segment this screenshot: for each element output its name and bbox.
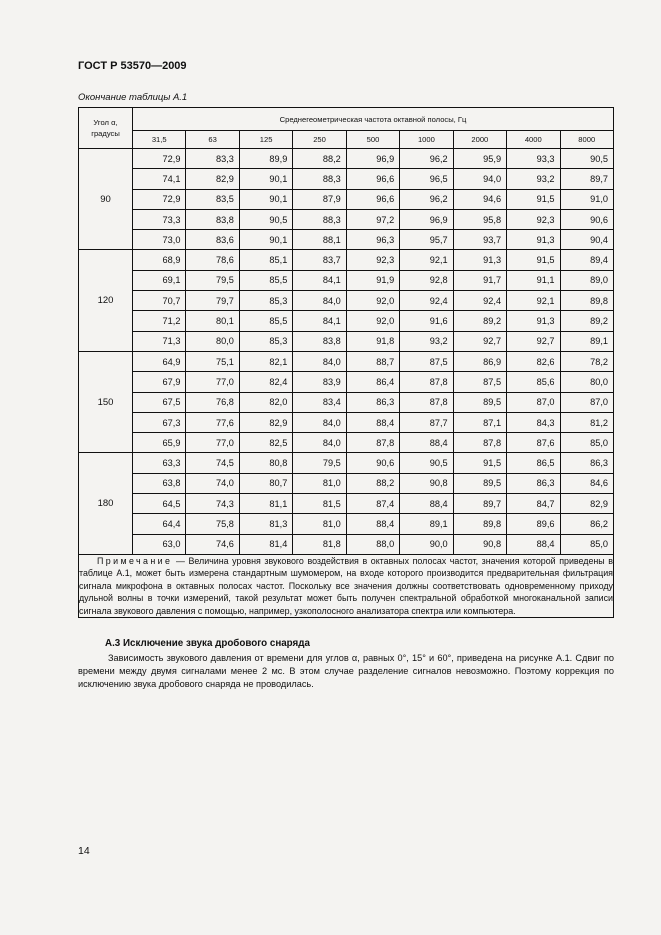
table-row xyxy=(79,169,614,189)
value-cell: 84,3 xyxy=(507,412,560,432)
value-cell: 90,8 xyxy=(400,473,453,493)
note-label: Примечание xyxy=(97,555,173,566)
value-cell: 84,6 xyxy=(560,473,614,493)
value-cell: 96,9 xyxy=(346,149,399,169)
table-row xyxy=(79,433,614,453)
frequency-column-header: 63 xyxy=(186,131,239,149)
value-cell: 87,6 xyxy=(507,433,560,453)
value-cell: 87,9 xyxy=(293,189,346,209)
value-cell: 93,3 xyxy=(507,149,560,169)
value-cell: 92,0 xyxy=(346,311,399,331)
value-cell: 93,2 xyxy=(400,331,453,351)
frequency-column-header: 8000 xyxy=(560,131,614,149)
value-cell: 71,3 xyxy=(133,331,186,351)
value-cell: 91,9 xyxy=(346,270,399,290)
angle-cell: 120 xyxy=(79,250,133,351)
value-cell: 85,5 xyxy=(239,270,292,290)
data-table xyxy=(78,107,614,618)
value-cell: 84,1 xyxy=(293,270,346,290)
value-cell: 90,4 xyxy=(560,230,614,250)
value-cell: 83,3 xyxy=(186,149,239,169)
value-cell: 85,5 xyxy=(239,311,292,331)
value-cell: 84,1 xyxy=(293,311,346,331)
angle-cell: 180 xyxy=(79,453,133,554)
value-cell: 92,3 xyxy=(346,250,399,270)
value-cell: 88,4 xyxy=(346,514,399,534)
value-cell: 91,7 xyxy=(453,270,506,290)
value-cell: 88,4 xyxy=(507,534,560,554)
table-row xyxy=(79,412,614,432)
value-cell: 96,3 xyxy=(346,230,399,250)
value-cell: 95,8 xyxy=(453,209,506,229)
value-cell: 87,5 xyxy=(453,372,506,392)
value-cell: 87,5 xyxy=(400,351,453,371)
value-cell: 96,2 xyxy=(400,189,453,209)
value-cell: 89,2 xyxy=(560,311,614,331)
frequency-row xyxy=(79,131,614,149)
table-row xyxy=(79,392,614,412)
value-cell: 91,5 xyxy=(507,189,560,209)
value-cell: 80,8 xyxy=(239,453,292,473)
value-cell: 77,0 xyxy=(186,372,239,392)
value-cell: 85,3 xyxy=(239,291,292,311)
value-cell: 87,0 xyxy=(507,392,560,412)
frequency-column-header: 2000 xyxy=(453,131,506,149)
value-cell: 83,4 xyxy=(293,392,346,412)
angle-cell: 150 xyxy=(79,351,133,452)
value-cell: 88,1 xyxy=(293,230,346,250)
frequency-column-header: 250 xyxy=(293,131,346,149)
value-cell: 88,2 xyxy=(346,473,399,493)
value-cell: 87,0 xyxy=(560,392,614,412)
value-cell: 96,9 xyxy=(400,209,453,229)
value-cell: 85,0 xyxy=(560,534,614,554)
value-cell: 79,5 xyxy=(186,270,239,290)
table-note xyxy=(79,554,614,617)
table-row xyxy=(79,250,614,270)
value-cell: 64,9 xyxy=(133,351,186,371)
value-cell: 92,1 xyxy=(507,291,560,311)
table-row xyxy=(79,351,614,371)
value-cell: 92,8 xyxy=(400,270,453,290)
table-row xyxy=(79,311,614,331)
value-cell: 87,7 xyxy=(400,412,453,432)
value-cell: 89,5 xyxy=(453,392,506,412)
value-cell: 86,3 xyxy=(346,392,399,412)
value-cell: 88,4 xyxy=(400,433,453,453)
value-cell: 72,9 xyxy=(133,149,186,169)
value-cell: 83,8 xyxy=(293,331,346,351)
table-row xyxy=(79,209,614,229)
frequency-column-header: 1000 xyxy=(400,131,453,149)
value-cell: 89,1 xyxy=(400,514,453,534)
value-cell: 81,8 xyxy=(293,534,346,554)
value-cell: 90,5 xyxy=(560,149,614,169)
value-cell: 93,2 xyxy=(507,169,560,189)
value-cell: 80,0 xyxy=(186,331,239,351)
value-cell: 96,6 xyxy=(346,189,399,209)
frequency-column-header: 31,5 xyxy=(133,131,186,149)
page-number: 14 xyxy=(78,845,90,857)
value-cell: 67,5 xyxy=(133,392,186,412)
value-cell: 82,0 xyxy=(239,392,292,412)
section-body: Зависимость звукового давления от времени для углов α, равных 0°, 15° и 60°, приведена на рисунке А.1. Сдвиг по времени между двумя сигналами менее 2 мс. В этом случае разделение сигналов невозможно. Поэтому коррекция по исключению звука дробового снаряда не проводилась. xyxy=(78,653,614,689)
value-cell: 70,7 xyxy=(133,291,186,311)
value-cell: 77,0 xyxy=(186,433,239,453)
value-cell: 89,2 xyxy=(453,311,506,331)
value-cell: 92,4 xyxy=(453,291,506,311)
value-cell: 82,6 xyxy=(507,351,560,371)
value-cell: 64,4 xyxy=(133,514,186,534)
value-cell: 63,3 xyxy=(133,453,186,473)
frequency-column-header: 500 xyxy=(346,131,399,149)
value-cell: 89,1 xyxy=(560,331,614,351)
value-cell: 85,0 xyxy=(560,433,614,453)
value-cell: 87,8 xyxy=(400,372,453,392)
table-row xyxy=(79,149,614,169)
value-cell: 74,5 xyxy=(186,453,239,473)
value-cell: 86,2 xyxy=(560,514,614,534)
value-cell: 87,1 xyxy=(453,412,506,432)
value-cell: 69,1 xyxy=(133,270,186,290)
value-cell: 79,7 xyxy=(186,291,239,311)
value-cell: 95,7 xyxy=(400,230,453,250)
value-cell: 73,3 xyxy=(133,209,186,229)
value-cell: 92,7 xyxy=(507,331,560,351)
value-cell: 91,0 xyxy=(560,189,614,209)
value-cell: 78,2 xyxy=(560,351,614,371)
value-cell: 90,5 xyxy=(400,453,453,473)
value-cell: 73,0 xyxy=(133,230,186,250)
value-cell: 85,6 xyxy=(507,372,560,392)
value-cell: 89,5 xyxy=(453,473,506,493)
table-row xyxy=(79,372,614,392)
value-cell: 83,6 xyxy=(186,230,239,250)
value-cell: 81,2 xyxy=(560,412,614,432)
value-cell: 74,6 xyxy=(186,534,239,554)
value-cell: 97,2 xyxy=(346,209,399,229)
value-cell: 82,5 xyxy=(239,433,292,453)
value-cell: 77,6 xyxy=(186,412,239,432)
table-row xyxy=(79,534,614,554)
value-cell: 96,5 xyxy=(400,169,453,189)
value-cell: 91,5 xyxy=(453,453,506,473)
value-cell: 80,1 xyxy=(186,311,239,331)
value-cell: 72,9 xyxy=(133,189,186,209)
value-cell: 75,1 xyxy=(186,351,239,371)
value-cell: 86,3 xyxy=(560,453,614,473)
value-cell: 87,8 xyxy=(400,392,453,412)
value-cell: 81,1 xyxy=(239,494,292,514)
value-cell: 86,4 xyxy=(346,372,399,392)
value-cell: 94,0 xyxy=(453,169,506,189)
value-cell: 93,7 xyxy=(453,230,506,250)
value-cell: 90,1 xyxy=(239,230,292,250)
value-cell: 94,6 xyxy=(453,189,506,209)
value-cell: 91,6 xyxy=(400,311,453,331)
value-cell: 91,3 xyxy=(507,311,560,331)
value-cell: 63,0 xyxy=(133,534,186,554)
value-cell: 92,4 xyxy=(400,291,453,311)
value-cell: 92,0 xyxy=(346,291,399,311)
value-cell: 88,2 xyxy=(293,149,346,169)
value-cell: 88,3 xyxy=(293,209,346,229)
table-row xyxy=(79,189,614,209)
value-cell: 84,0 xyxy=(293,351,346,371)
table-row xyxy=(79,473,614,493)
value-cell: 86,9 xyxy=(453,351,506,371)
value-cell: 80,0 xyxy=(560,372,614,392)
table-row xyxy=(79,230,614,250)
value-cell: 96,6 xyxy=(346,169,399,189)
value-cell: 88,4 xyxy=(400,494,453,514)
value-cell: 91,3 xyxy=(453,250,506,270)
value-cell: 82,9 xyxy=(239,412,292,432)
value-cell: 84,0 xyxy=(293,433,346,453)
angle-cell: 90 xyxy=(79,149,133,250)
value-cell: 75,8 xyxy=(186,514,239,534)
value-cell: 89,6 xyxy=(507,514,560,534)
value-cell: 83,8 xyxy=(186,209,239,229)
value-cell: 83,7 xyxy=(293,250,346,270)
value-cell: 83,5 xyxy=(186,189,239,209)
value-cell: 89,8 xyxy=(453,514,506,534)
value-cell: 95,9 xyxy=(453,149,506,169)
table-row xyxy=(79,453,614,473)
table-row xyxy=(79,270,614,290)
value-cell: 91,5 xyxy=(507,250,560,270)
value-cell: 86,5 xyxy=(507,453,560,473)
frequency-column-header: 4000 xyxy=(507,131,560,149)
value-cell: 91,1 xyxy=(507,270,560,290)
value-cell: 87,8 xyxy=(346,433,399,453)
angle-column-header: Угол α, градусы xyxy=(79,108,133,149)
value-cell: 74,3 xyxy=(186,494,239,514)
value-cell: 63,8 xyxy=(133,473,186,493)
value-cell: 80,7 xyxy=(239,473,292,493)
value-cell: 67,3 xyxy=(133,412,186,432)
value-cell: 82,9 xyxy=(186,169,239,189)
frequency-header: Среднегеометрическая частота октавной полосы, Гц xyxy=(133,108,614,131)
note-text: — Величина уровня звукового воздействия в октавных полосах частот, значения которой приведены в таблице А.1, может быть измерена стандартным шумомером, на входе которого производится предварительная фильтрация сигнала микрофона в октавных полосах частот. Поскольку все значения должны соответствовать одновременному приходу дульной волны в точки измерений, такой результат может быть получен спектральной обработкой многоканальной записи сигнала звукового давления с помощью, например, узкополосного анализатора спектра или компьютера. xyxy=(79,555,613,616)
value-cell: 64,5 xyxy=(133,494,186,514)
value-cell: 82,1 xyxy=(239,351,292,371)
section-title: А.3 Исключение звука дробового снаряда xyxy=(105,638,310,649)
table-row xyxy=(79,494,614,514)
table-row xyxy=(79,514,614,534)
value-cell: 89,8 xyxy=(560,291,614,311)
value-cell: 88,0 xyxy=(346,534,399,554)
value-cell: 82,4 xyxy=(239,372,292,392)
value-cell: 90,6 xyxy=(560,209,614,229)
value-cell: 83,9 xyxy=(293,372,346,392)
value-cell: 96,2 xyxy=(400,149,453,169)
value-cell: 74,0 xyxy=(186,473,239,493)
value-cell: 84,7 xyxy=(507,494,560,514)
value-cell: 90,5 xyxy=(239,209,292,229)
value-cell: 87,8 xyxy=(453,433,506,453)
value-cell: 87,4 xyxy=(346,494,399,514)
value-cell: 81,5 xyxy=(293,494,346,514)
value-cell: 68,9 xyxy=(133,250,186,270)
table-body xyxy=(79,149,614,555)
value-cell: 71,2 xyxy=(133,311,186,331)
value-cell: 85,1 xyxy=(239,250,292,270)
value-cell: 81,0 xyxy=(293,514,346,534)
value-cell: 88,3 xyxy=(293,169,346,189)
value-cell: 89,7 xyxy=(560,169,614,189)
value-cell: 88,4 xyxy=(346,412,399,432)
value-cell: 81,0 xyxy=(293,473,346,493)
value-cell: 78,6 xyxy=(186,250,239,270)
value-cell: 91,3 xyxy=(507,230,560,250)
value-cell: 89,9 xyxy=(239,149,292,169)
value-cell: 85,3 xyxy=(239,331,292,351)
value-cell: 84,0 xyxy=(293,291,346,311)
value-cell: 82,9 xyxy=(560,494,614,514)
document-header: ГОСТ Р 53570—2009 xyxy=(78,60,187,72)
value-cell: 65,9 xyxy=(133,433,186,453)
value-cell: 90,1 xyxy=(239,169,292,189)
frequency-column-header: 125 xyxy=(239,131,292,149)
table-row xyxy=(79,331,614,351)
value-cell: 92,1 xyxy=(400,250,453,270)
value-cell: 90,8 xyxy=(453,534,506,554)
value-cell: 81,4 xyxy=(239,534,292,554)
value-cell: 84,0 xyxy=(293,412,346,432)
value-cell: 91,8 xyxy=(346,331,399,351)
value-cell: 90,0 xyxy=(400,534,453,554)
table-caption: Окончание таблицы А.1 xyxy=(78,92,188,103)
value-cell: 89,4 xyxy=(560,250,614,270)
value-cell: 88,7 xyxy=(346,351,399,371)
value-cell: 86,3 xyxy=(507,473,560,493)
value-cell: 89,7 xyxy=(453,494,506,514)
value-cell: 81,3 xyxy=(239,514,292,534)
table-row xyxy=(79,291,614,311)
value-cell: 76,8 xyxy=(186,392,239,412)
value-cell: 90,6 xyxy=(346,453,399,473)
value-cell: 90,1 xyxy=(239,189,292,209)
value-cell: 89,0 xyxy=(560,270,614,290)
value-cell: 92,7 xyxy=(453,331,506,351)
value-cell: 67,9 xyxy=(133,372,186,392)
value-cell: 92,3 xyxy=(507,209,560,229)
value-cell: 79,5 xyxy=(293,453,346,473)
value-cell: 74,1 xyxy=(133,169,186,189)
